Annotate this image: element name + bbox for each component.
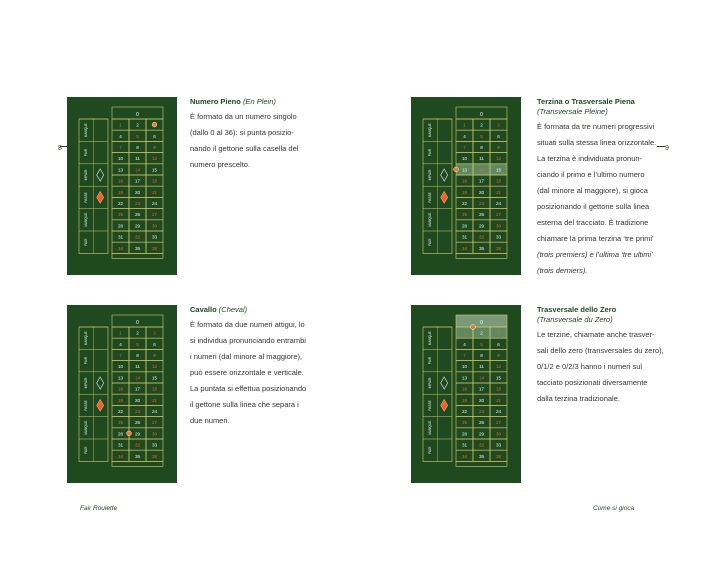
number-label: 20 [478, 397, 485, 403]
red-diamond-icon [441, 399, 448, 411]
number-label: 22 [117, 201, 124, 207]
section-title: Trasversale dello Zero [537, 305, 617, 314]
number-label: 1 [119, 330, 122, 336]
number-label: 20 [134, 189, 141, 195]
number-label: 14 [134, 167, 141, 173]
number-label: 21 [495, 189, 502, 195]
number-label: 7 [119, 353, 122, 359]
number-label: 12 [151, 364, 158, 370]
outside-label: PAIR [83, 238, 88, 246]
chip-icon [471, 325, 476, 330]
number-label: 10 [461, 364, 468, 370]
body-line: posizionando il gettone sulla linea [537, 202, 650, 211]
number-label: 16 [117, 386, 124, 392]
number-label: 12 [495, 156, 502, 162]
number-label: 29 [134, 223, 141, 229]
outside-label: PAIR [427, 148, 432, 157]
number-label: 31 [117, 442, 124, 448]
number-label: 27 [495, 212, 502, 218]
board-svg [67, 97, 177, 275]
section-numero-pieno [190, 97, 319, 173]
number-label: 29 [478, 223, 485, 229]
number-label: 28 [117, 223, 124, 229]
number-label: 6 [497, 133, 500, 139]
number-label: 23 [478, 201, 485, 207]
body-line: dalla terzina tradizionale. [537, 394, 620, 403]
black-diamond-icon [97, 377, 104, 389]
number-label: 28 [461, 431, 468, 437]
number-label: 30 [151, 431, 158, 437]
body-line: (dal minore al maggiore), si gioca [537, 186, 648, 195]
number-label: 28 [461, 223, 468, 229]
number-label: 21 [151, 397, 158, 403]
title-alt: (En Plein) [242, 97, 276, 106]
number-label: 9 [497, 145, 500, 151]
number-label: 18 [495, 178, 502, 184]
number-label: 14 [478, 167, 485, 173]
number-label: 9 [153, 145, 156, 151]
number-label: 18 [495, 386, 502, 392]
number-label: 21 [151, 189, 158, 195]
section-trasversale-zero [537, 305, 666, 407]
page-number-right: 9 [665, 145, 669, 152]
outside-label: PAIR [83, 356, 88, 365]
body-line: tacciato posizionati diversamente [537, 378, 648, 387]
number-label: 25 [117, 420, 124, 426]
number-label: 36 [495, 245, 502, 251]
body-line: sali dello zero (transversales du zero), [537, 346, 664, 355]
number-label: 29 [478, 431, 485, 437]
number-label: 7 [463, 145, 466, 151]
number-label: 20 [478, 189, 485, 195]
body-line: ciando il primo e l’ultimo numero [537, 170, 645, 179]
number-label: 10 [117, 156, 124, 162]
body-line: situati sulla stessa linea orizzontale. [537, 138, 657, 147]
outside-label: PASSE [427, 400, 432, 411]
number-label: 15 [151, 375, 158, 381]
body-line: La puntata si effettua posizionando [190, 384, 307, 393]
number-label: 32 [134, 234, 141, 240]
number-label: 8 [136, 353, 139, 359]
number-label: 24 [151, 201, 158, 207]
number-label: 30 [495, 431, 502, 437]
chip-icon [152, 122, 157, 127]
chip-icon [127, 431, 132, 436]
number-label: 4 [463, 341, 466, 347]
column-bets [456, 253, 507, 258]
number-label: 22 [461, 409, 468, 415]
outside-label: PASSE [83, 192, 88, 203]
body-line: La terzina è individuata pronun- [537, 154, 643, 163]
number-label: 1 [119, 122, 122, 128]
number-label: 30 [151, 223, 158, 229]
body-line: Le terzine, chiamate anche trasver- [537, 330, 655, 339]
section-title [190, 97, 319, 107]
number-label: 15 [495, 375, 502, 381]
number-label: 27 [495, 420, 502, 426]
number-label: 33 [151, 442, 158, 448]
outside-label: MANQUE [83, 123, 88, 138]
number-label: 23 [134, 201, 141, 207]
number-label: 5 [480, 341, 483, 347]
body-line: può essere orizzontale e verticale. [190, 368, 304, 377]
outside-label: PAIR [427, 446, 432, 454]
number-label: 17 [134, 178, 141, 184]
number-label: 6 [497, 341, 500, 347]
number-label: 16 [461, 178, 468, 184]
number-label: 22 [117, 409, 124, 415]
number-label: 35 [478, 453, 485, 459]
number-label: 3 [497, 122, 500, 128]
outside-label: PASSE [83, 400, 88, 411]
outside-label: PAIR [427, 238, 432, 246]
number-label: 2 [136, 122, 139, 128]
section-body [537, 119, 666, 279]
number-label: 26 [478, 420, 485, 426]
number-label: 5 [136, 341, 139, 347]
body-line: (trois derniers). [537, 266, 588, 275]
outside-label: PASSE [427, 192, 432, 203]
section-body [537, 327, 666, 407]
title-alt: (Cheval) [218, 305, 248, 314]
number-label: 36 [151, 245, 158, 251]
number-label: 4 [119, 133, 122, 139]
body-line: (dallo 0 al 36): si punta posizio- [190, 128, 294, 137]
page-number-left: 8 [58, 145, 62, 152]
number-label: 31 [461, 442, 468, 448]
number-label: 25 [461, 420, 468, 426]
outside-label: MANQUE [427, 331, 432, 346]
footer-right: Come si gioca [593, 505, 635, 512]
zero-label: 0 [480, 112, 483, 118]
number-label: 36 [495, 453, 502, 459]
number-label: 17 [134, 386, 141, 392]
number-label: 2 [480, 122, 483, 128]
number-label: 11 [135, 364, 140, 370]
number-label: 9 [153, 353, 156, 359]
number-label: 24 [495, 201, 502, 207]
section-subtitle: (Transversale Pleine) [537, 107, 608, 116]
number-label: 7 [463, 353, 466, 359]
title-text: Numero Pieno [190, 97, 241, 106]
number-label: 2 [136, 330, 139, 336]
number-label: 10 [461, 156, 468, 162]
number-label: 18 [151, 386, 158, 392]
number-label: 13 [117, 167, 124, 173]
number-label: 25 [117, 212, 124, 218]
outside-label: IMPAIR [83, 169, 88, 181]
number-label: 26 [134, 212, 141, 218]
body-line: È formata da tre numeri progressivi [537, 122, 655, 131]
roulette-board-transversale-zero [411, 305, 521, 483]
outside-label: MANQUE [83, 331, 88, 346]
board-svg [67, 305, 177, 483]
title-text: Cavallo [190, 305, 217, 314]
outside-label: MANQUE [427, 212, 432, 227]
outside-label: MANQUE [427, 123, 432, 138]
number-label: 19 [117, 397, 124, 403]
chip-icon [454, 167, 459, 172]
number-label: 4 [463, 133, 466, 139]
number-label: 31 [117, 234, 124, 240]
number-label: 16 [117, 178, 124, 184]
body-line: si individua pronunciando entrambi [190, 336, 306, 345]
number-label: 19 [461, 189, 468, 195]
board-svg [411, 97, 521, 275]
body-line: È formato da due numeri attigui, lo [190, 320, 305, 329]
number-label: 9 [497, 353, 500, 359]
number-label: 32 [478, 442, 485, 448]
number-label: 19 [461, 397, 468, 403]
number-label: 15 [151, 167, 158, 173]
body-line: numero prescelto. [190, 160, 251, 169]
number-label: 31 [461, 234, 468, 240]
number-label: 35 [134, 245, 141, 251]
black-diamond-icon [441, 377, 448, 389]
number-label: 23 [478, 409, 485, 415]
number-label: 3 [153, 330, 156, 336]
number-label: 13 [461, 167, 468, 173]
roulette-board-transversale [411, 97, 521, 275]
outside-label: MANQUE [83, 212, 88, 227]
number-label: 16 [461, 386, 468, 392]
outside-label: IMPAIR [427, 169, 432, 181]
body-line: il gettone sulla linea che separa i [190, 400, 299, 409]
number-label: 19 [117, 189, 124, 195]
number-label: 36 [151, 453, 158, 459]
number-label: 14 [134, 375, 141, 381]
number-label: 17 [478, 386, 485, 392]
body-line: due numeri. [190, 416, 230, 425]
number-label: 12 [151, 156, 158, 162]
outside-label: PAIR [427, 356, 432, 365]
body-line: (trois premiers) e l’ultima ‘tre ultimi’ [537, 250, 653, 259]
number-label: 29 [134, 431, 141, 437]
number-label: 20 [134, 397, 141, 403]
number-label: 33 [151, 234, 158, 240]
outside-label: PAIR [83, 446, 88, 454]
number-label: 30 [495, 223, 502, 229]
column-bets [112, 253, 163, 258]
section-title [190, 305, 319, 315]
number-label: 33 [495, 234, 502, 240]
number-label: 23 [134, 409, 141, 415]
number-label: 4 [119, 341, 122, 347]
number-label: 33 [495, 442, 502, 448]
black-diamond-icon [97, 169, 104, 181]
section-title: Terzina o Trasversale Piena [537, 97, 635, 106]
number-label: 12 [495, 364, 502, 370]
red-diamond-icon [97, 399, 104, 411]
section-terzina [537, 97, 666, 279]
number-label: 13 [461, 375, 468, 381]
number-label: 34 [117, 245, 124, 251]
number-label: 34 [117, 453, 124, 459]
number-label: 1 [463, 330, 466, 336]
section-subtitle: (Transversale du Zero) [537, 315, 613, 324]
outside-label: MANQUE [83, 420, 88, 435]
roulette-board-cheval [67, 305, 177, 483]
body-line: 0/1/2 e 0/2/3 hanno i numeri sul [537, 362, 643, 371]
body-line: nando il gettone sulla casella del [190, 144, 299, 153]
number-label: 13 [117, 375, 124, 381]
number-label: 24 [151, 409, 158, 415]
number-label: 7 [119, 145, 122, 151]
number-label: 27 [151, 212, 158, 218]
number-label: 6 [153, 341, 156, 347]
red-diamond-icon [441, 191, 448, 203]
number-label: 1 [463, 122, 466, 128]
body-line: È formato da un numero singolo [190, 112, 297, 121]
number-label: 8 [136, 145, 139, 151]
black-diamond-icon [441, 169, 448, 181]
number-label: 35 [478, 245, 485, 251]
column-bets [456, 461, 507, 466]
body-line: chiamare la prima terzina ‘tre primi’ [537, 234, 654, 243]
number-label: 27 [151, 420, 158, 426]
number-label: 18 [151, 178, 158, 184]
column-bets [112, 461, 163, 466]
zero-label: 0 [136, 112, 139, 118]
number-label: 6 [153, 133, 156, 139]
number-label: 8 [480, 145, 483, 151]
body-line: i numeri (dal minore al maggiore), [190, 352, 303, 361]
number-label: 3 [497, 330, 500, 336]
number-label: 34 [461, 453, 468, 459]
number-label: 24 [495, 409, 502, 415]
number-label: 15 [495, 167, 502, 173]
board-svg [411, 305, 521, 483]
outside-label: PAIR [83, 148, 88, 157]
number-label: 17 [478, 178, 485, 184]
number-label: 21 [495, 397, 502, 403]
zero-label: 0 [136, 320, 139, 326]
outside-label: IMPAIR [427, 377, 432, 389]
number-label: 10 [117, 364, 124, 370]
zero-label: 0 [480, 320, 483, 326]
number-label: 26 [134, 420, 141, 426]
body-line: esterna del tracciato. È tradizione [537, 218, 649, 227]
number-label: 11 [479, 156, 484, 162]
outside-label: IMPAIR [83, 377, 88, 389]
roulette-board-en-plein [67, 97, 177, 275]
number-label: 32 [134, 442, 141, 448]
section-body [190, 109, 319, 173]
number-label: 26 [478, 212, 485, 218]
number-label: 11 [135, 156, 140, 162]
number-label: 5 [136, 133, 139, 139]
outside-label: MANQUE [427, 420, 432, 435]
section-cavallo [190, 305, 319, 429]
number-label: 2 [480, 330, 483, 336]
number-label: 34 [461, 245, 468, 251]
number-label: 11 [479, 364, 484, 370]
footer-left: Fair Roulette [80, 505, 118, 512]
number-label: 28 [117, 431, 124, 437]
number-label: 8 [480, 353, 483, 359]
number-label: 35 [134, 453, 141, 459]
number-label: 14 [478, 375, 485, 381]
number-label: 5 [480, 133, 483, 139]
red-diamond-icon [97, 191, 104, 203]
number-label: 22 [461, 201, 468, 207]
section-body [190, 317, 319, 429]
number-label: 32 [478, 234, 485, 240]
number-label: 25 [461, 212, 468, 218]
